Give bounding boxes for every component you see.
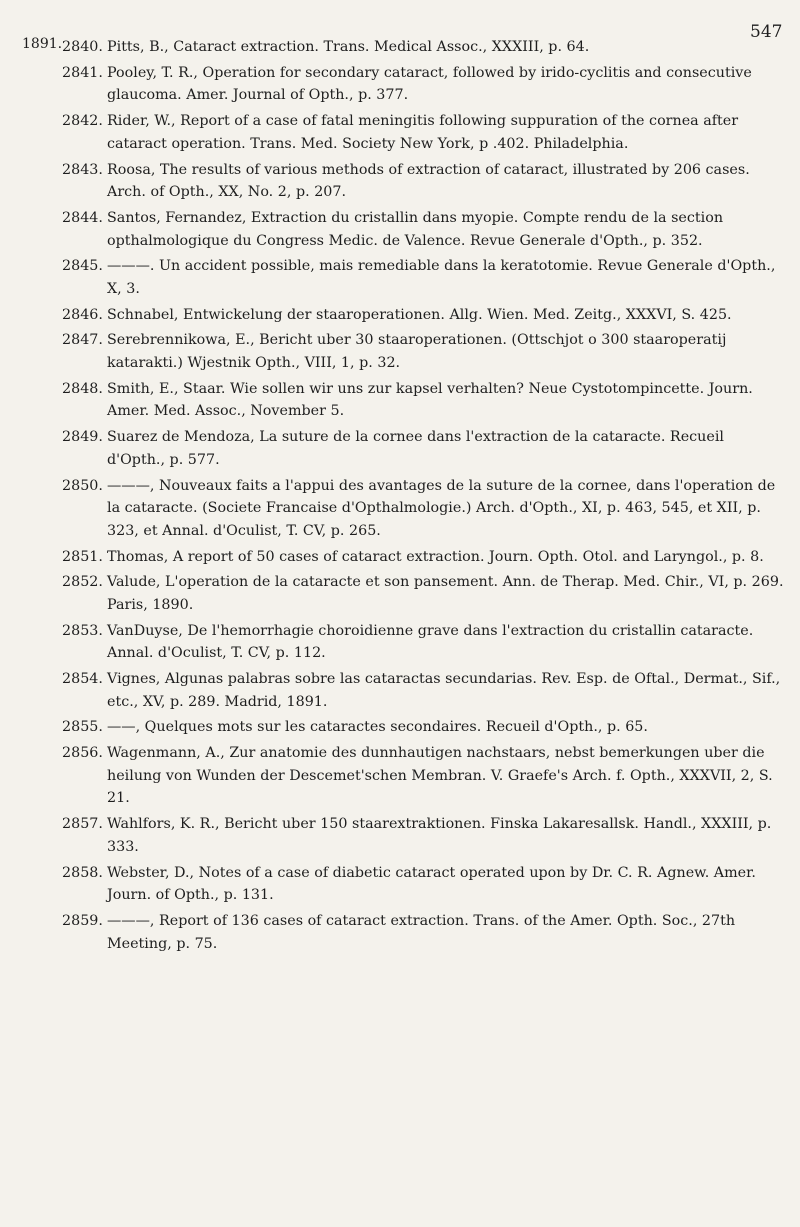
entry-citation: Santos, Fernandez, Extraction du cristallin dans myopie. Compte rendu de la section opthalmologique du Congress Medic. de Valence. Revue Generale d'Opth., p. 352.: [107, 209, 724, 249]
entry-citation: Suarez de Mendoza, La suture de la cornee dans l'extraction de la cataracte. Recueil d'Opth., p. 577.: [107, 429, 724, 468]
entry-citation: ———. Un accident possible, mais remediable dans la keratotomie. Revue Generale d'Opth., X, 3.: [107, 258, 776, 297]
bibliography-entry: [62, 255, 784, 300]
entry-number: 2853.: [62, 622, 103, 639]
entry-citation: Webster, D., Notes of a case of diabetic cataract operated upon by Dr. C. R. Agnew. Amer. Journ. of Opth., p. 131.: [107, 864, 756, 904]
entry-number: 2848.: [62, 380, 103, 397]
entry-number: 2851.: [62, 548, 103, 565]
entry-citation: Roosa, The results of various methods of extraction of cataract, illustrated by 206 cases. Arch. of Opth., XX, No. 2, p. 207.: [107, 161, 750, 201]
bibliography-entry: [62, 668, 784, 713]
bibliography-entry: [62, 329, 784, 374]
bibliography-entry: [62, 110, 784, 155]
entry-number: 2858.: [62, 864, 103, 881]
bibliography-entry: [62, 546, 784, 569]
entry-number: 2857.: [62, 816, 103, 833]
entry-citation: Thomas, A report of 50 cases of cataract extraction. Journ. Opth. Otol. and Laryngol., p. 8.: [107, 548, 764, 565]
entry-number: 2844.: [62, 209, 103, 226]
bibliography-entry: [62, 426, 784, 471]
entry-number: 2856.: [62, 745, 103, 762]
entry-citation: ———, Nouveaux faits a l'appui des avantages de la suture de la cornee, dans l'operation de la cataracte. (Societe Francaise d'Opthalmologie.) Arch. d'Opth., XI, p. 463, 545, et XII, p. 323, et Annal. d'Oculist, T. CV, p. 265.: [107, 477, 776, 539]
entry-number: 2855.: [62, 719, 103, 736]
entry-number: 2850.: [62, 477, 103, 494]
year-label: 1891.: [22, 36, 63, 52]
entry-citation: Wahlfors, K. R., Bericht uber 150 staarextraktionen. Finska Lakaresallsk. Handl., XXXIII, p. 333.: [107, 816, 772, 855]
entry-citation: Wagenmann, A., Zur anatomie des dunnhautigen nachstaars, nebst bemerkungen uber die heilung von Wunden der Descemet'schen Membran. V. Graefe's Arch. f. Opth., XXXVII, 2, S. 21.: [107, 745, 773, 807]
entry-citation: Serebrennikowa, E., Bericht uber 30 staaroperationen. (Ottschjot o 300 staaroperatij katarakti.) Wjestnik Opth., VIII, 1, p. 32.: [107, 332, 727, 372]
entry-number: 2854.: [62, 671, 103, 688]
entry-citation: ——, Quelques mots sur les cataractes secondaires. Recueil d'Opth., p. 65.: [107, 719, 648, 736]
bibliography-entry: [62, 813, 784, 858]
bibliography-entry: [62, 62, 784, 107]
entry-citation: Pitts, B., Cataract extraction. Trans. Medical Assoc., XXXIII, p. 64.: [107, 39, 590, 55]
entry-number: 2842.: [62, 113, 103, 130]
bibliography-list: [62, 36, 784, 958]
bibliography-entry: [62, 910, 784, 955]
entry-citation: Rider, W., Report of a case of fatal meningitis following suppuration of the cornea after cataract operation. Trans. Med. Society New York, p .402. Philadelphia.: [107, 113, 739, 152]
entry-citation: VanDuyse, De l'hemorrhagie choroidienne grave dans l'extraction du cristallin cataracte. Annal. d'Oculist, T. CV, p. 112.: [107, 622, 754, 662]
entry-number: 2840.: [62, 39, 103, 55]
entry-number: 2859.: [62, 912, 103, 929]
entry-number: 2849.: [62, 429, 103, 446]
bibliography-entry: [62, 207, 784, 252]
bibliography-entry: [62, 304, 784, 327]
entry-citation: Smith, E., Staar. Wie sollen wir uns zur kapsel verhalten? Neue Cystotompincette. Journ. Amer. Med. Assoc., November 5.: [107, 380, 753, 420]
bibliography-entry: [62, 716, 784, 739]
entry-number: 2847.: [62, 332, 103, 349]
bibliography-entry: [62, 159, 784, 204]
entry-citation: Vignes, Algunas palabras sobre las cataractas secundarias. Rev. Esp. de Oftal., Dermat., Sif., etc., XV, p. 289. Madrid, 1891.: [107, 671, 781, 710]
bibliography-entry: [62, 36, 784, 59]
entry-citation: Pooley, T. R., Operation for secondary cataract, followed by irido-cyclitis and consecutive glaucoma. Amer. Journal of Opth., p. 377.: [107, 64, 752, 104]
entry-citation: ———, Report of 136 cases of cataract extraction. Trans. of the Amer. Opth. Soc., 27th Meeting, p. 75.: [107, 912, 736, 952]
entry-number: 2841.: [62, 64, 103, 81]
bibliography-entry: [62, 742, 784, 810]
bibliography-entry: [62, 862, 784, 907]
bibliography-entry: [62, 475, 784, 543]
bibliography-entry: [62, 378, 784, 423]
page-number: 547: [750, 22, 783, 42]
bibliography-entry: [62, 571, 784, 616]
entry-number: 2852.: [62, 574, 103, 591]
entry-citation: Schnabel, Entwickelung der staaroperationen. Allg. Wien. Med. Zeitg., XXXVI, S. 425.: [107, 306, 732, 323]
entry-number: 2845.: [62, 258, 103, 275]
entry-number: 2846.: [62, 306, 103, 323]
entry-number: 2843.: [62, 161, 103, 178]
entry-citation: Valude, L'operation de la cataracte et son pansement. Ann. de Therap. Med. Chir., VI, p. 269. Paris, 1890.: [107, 574, 784, 613]
bibliography-entry: [62, 620, 784, 665]
